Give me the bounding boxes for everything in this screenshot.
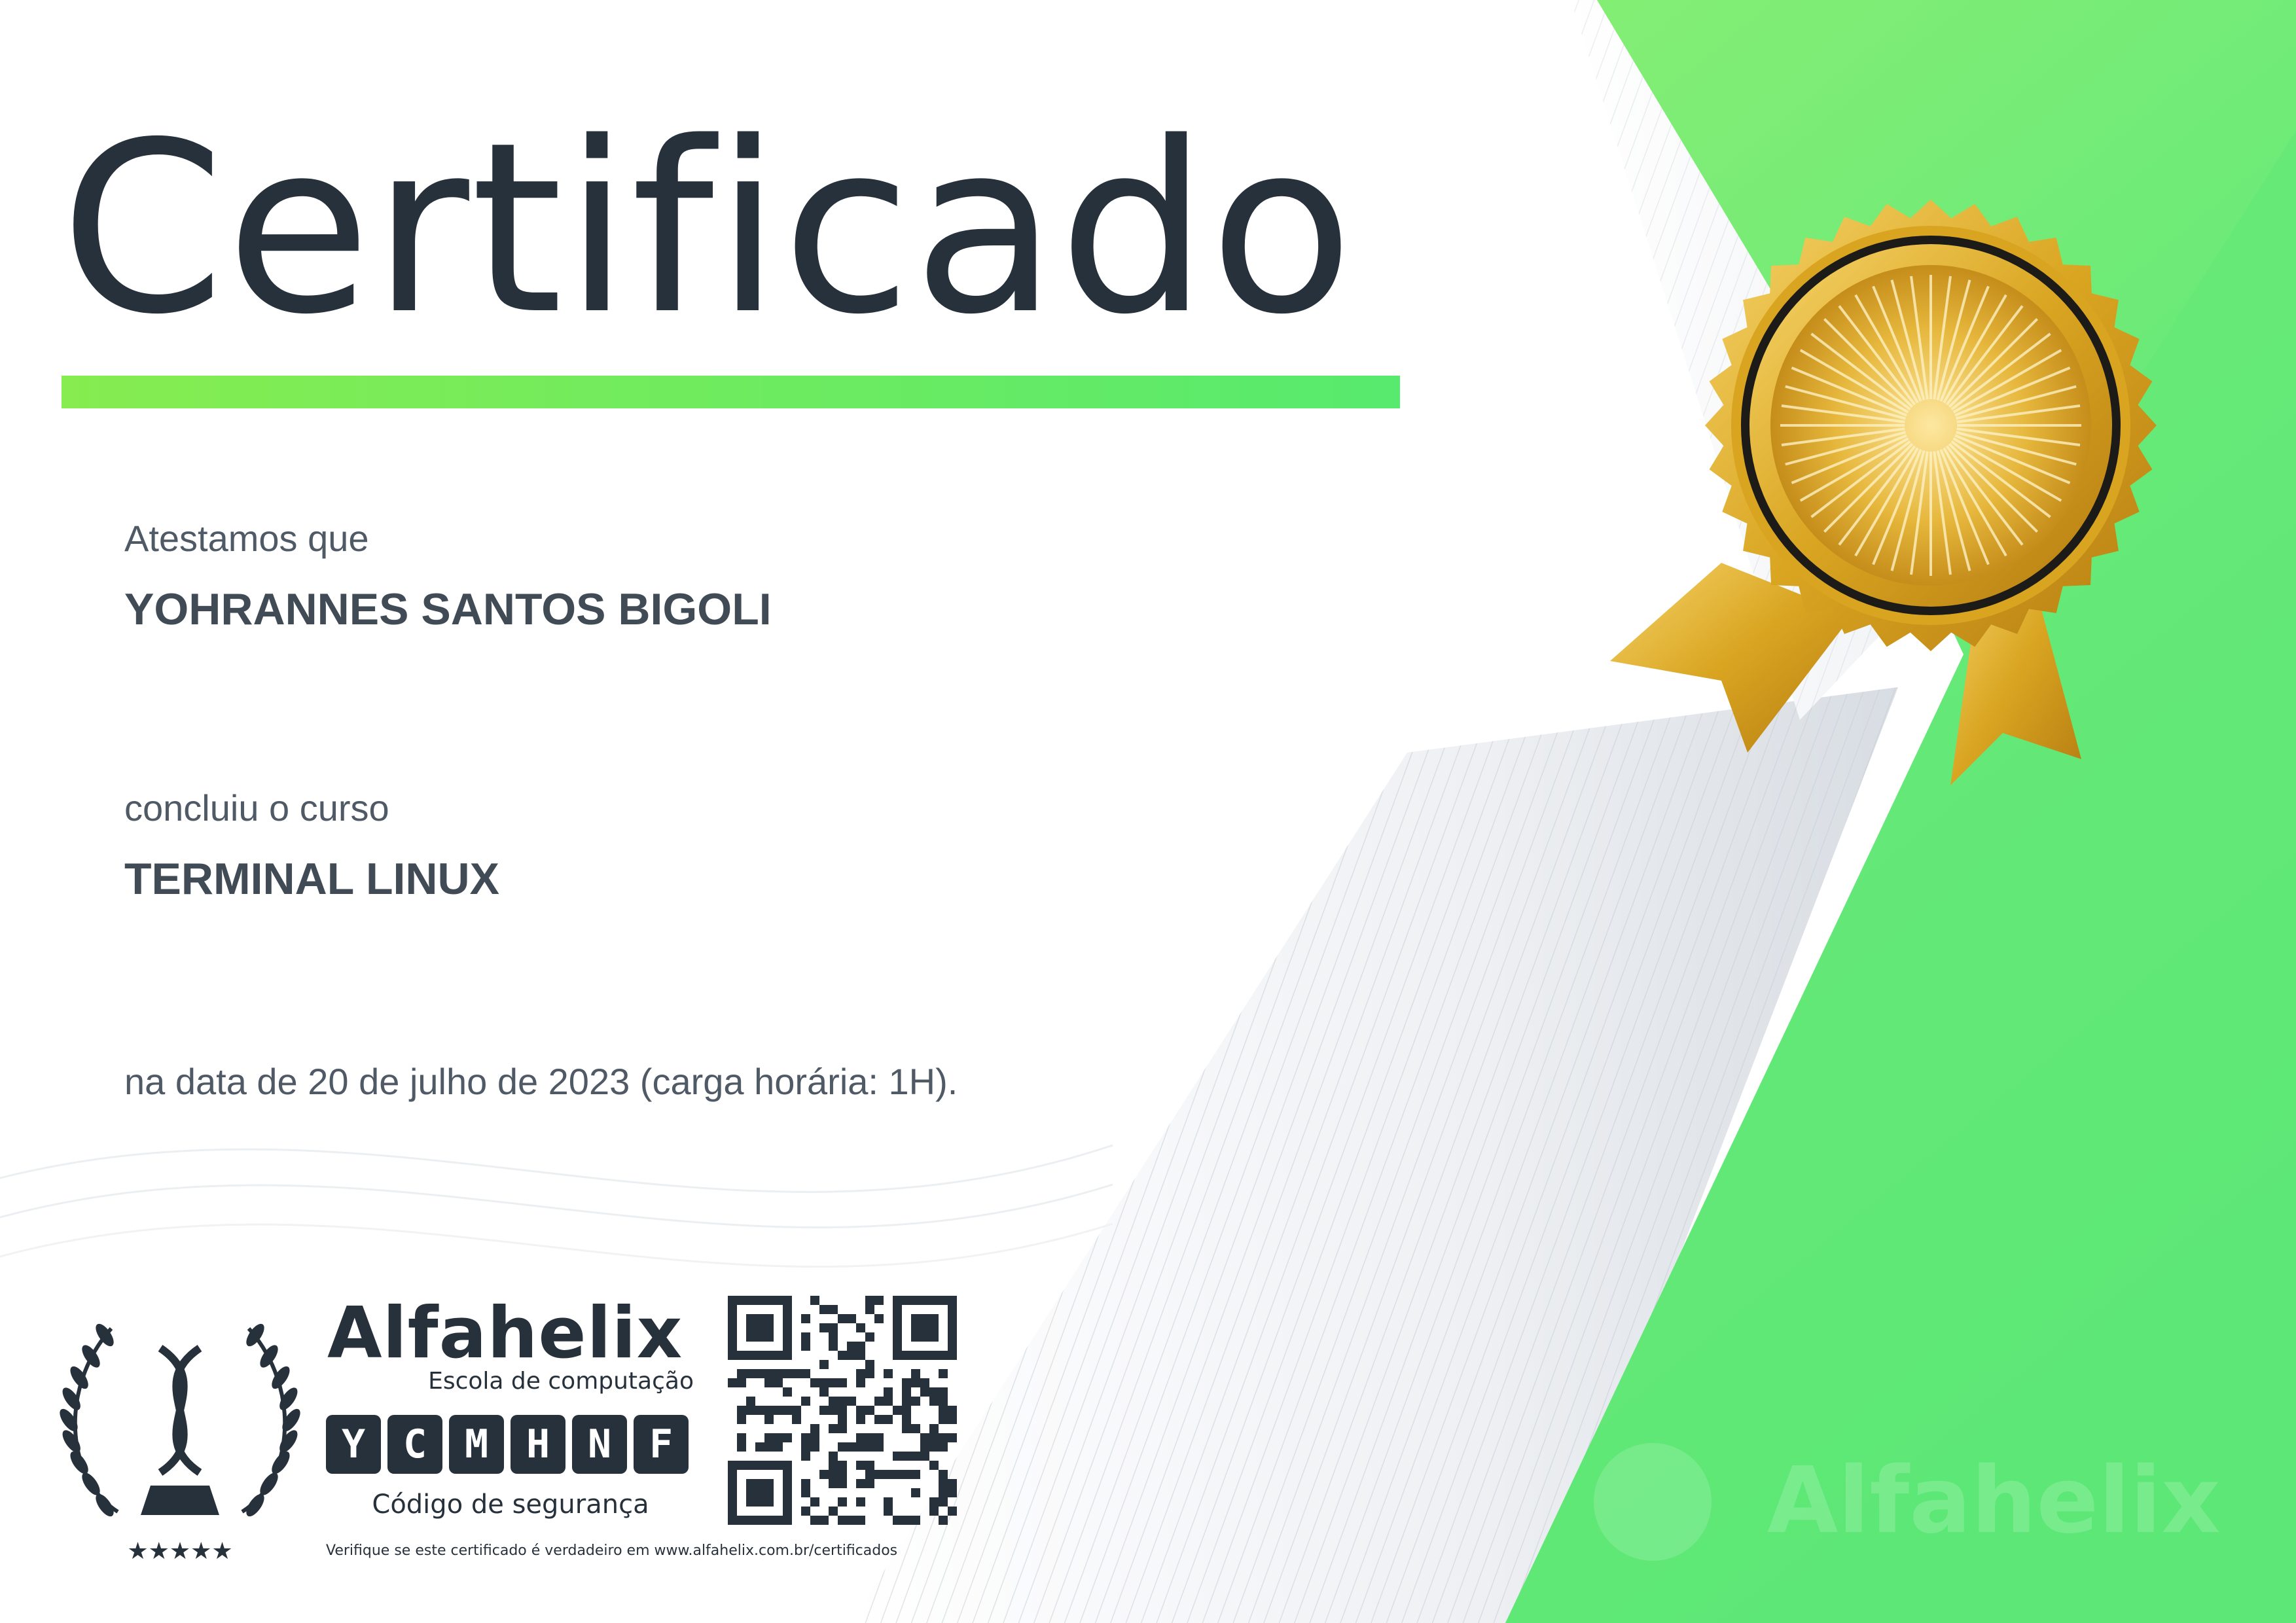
code-char: N <box>572 1415 627 1474</box>
title-underline <box>62 376 1400 408</box>
verify-text: Verifique se este certificado é verdadeiro em www.alfahelix.com.br/certificados <box>326 1543 898 1559</box>
watermark-text: Alfahelix <box>1767 1448 2221 1554</box>
security-code <box>326 1415 689 1474</box>
course-name: TERMINAL LINUX <box>124 854 499 904</box>
course-label: concluiu o curso <box>124 787 389 829</box>
school-tagline: Escola de computação <box>428 1368 694 1395</box>
attest-label: Atestamos que <box>124 518 369 559</box>
code-char: Y <box>326 1415 381 1474</box>
certificate-title: Certificado <box>60 92 1355 366</box>
security-code-label: Código de segurança <box>372 1489 649 1520</box>
code-char: M <box>449 1415 504 1474</box>
date-line: na data de 20 de julho de 2023 (carga horária: 1H). <box>124 1061 958 1102</box>
laurel-wreath-icon <box>59 1289 301 1571</box>
rating-stars: ★★★★★ <box>127 1538 233 1565</box>
school-name: Alfahelix <box>327 1293 683 1374</box>
code-char: F <box>634 1415 689 1474</box>
gold-medal-icon <box>1610 196 2186 812</box>
qr-code-icon[interactable] <box>728 1296 957 1525</box>
code-char: H <box>511 1415 565 1474</box>
code-char: C <box>387 1415 442 1474</box>
watermark-emblem <box>1587 1436 1718 1567</box>
dna-icon <box>160 1348 200 1472</box>
recipient-name: YOHRANNES SANTOS BIGOLI <box>124 584 772 634</box>
